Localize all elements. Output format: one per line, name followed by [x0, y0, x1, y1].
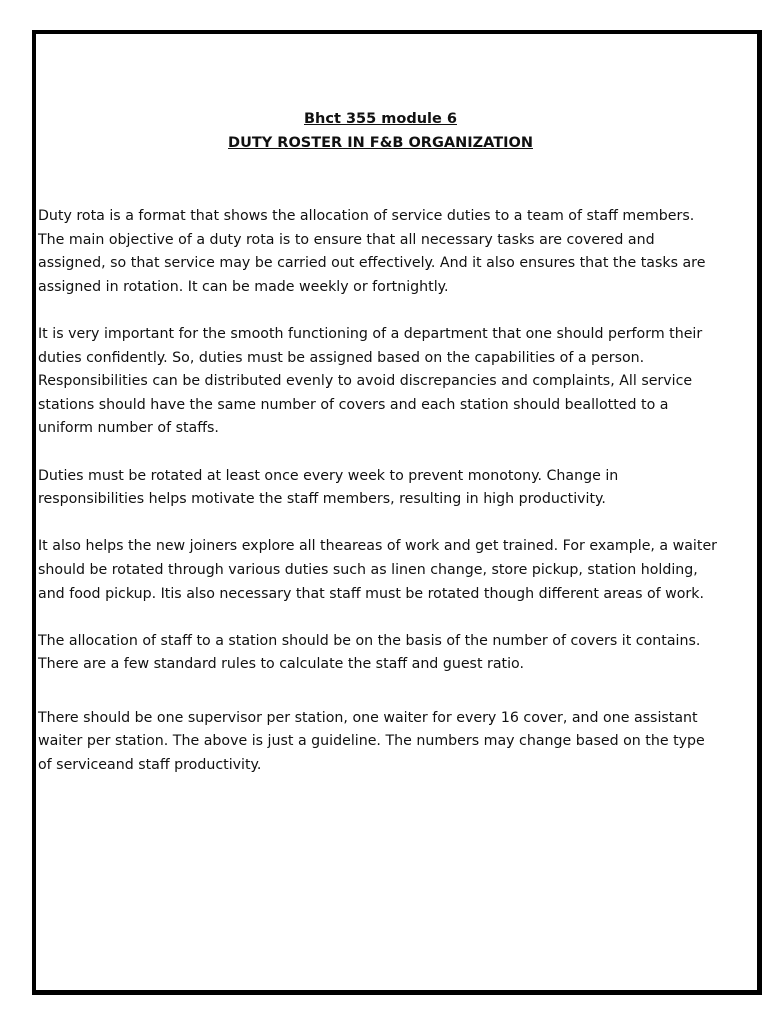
- paragraph-staff-ratio: There should be one supervisor per station, one waiter for every 16 cover, and one assistant waiter per station. The above is just a guideline. The numbers may change based on the type of serviceand staff productivity.: [38, 709, 705, 774]
- document-heading: DUTY ROSTER IN F&B ORGANIZATION: [228, 135, 533, 151]
- paragraph-duty-rota: Duty rota is a format that shows the allocation of service duties to a team of staff members. The main objective of a duty rota is to ensure that all necessary tasks are covered and assigned, so that service may be carried out effectively. And it also ensures that the tasks are assigned in rotation. It can be made weekly or fortnightly.: [38, 208, 706, 295]
- paragraph-new-joiners: It also helps the new joiners explore all theareas of work and get trained. For example, a waiter should be rotated through various duties such as linen change, store pickup, station holding, and food pickup. Itis also necessary that staff must be rotated though different areas of work.: [38, 538, 718, 602]
- course-title: Bhct 355 module 6: [304, 111, 457, 127]
- body-text: [38, 205, 722, 778]
- paragraph-smooth-functioning: It is very important for the smooth functioning of a department that one should perform their duties confidently. So, duties must be assigned based on the capabilities of a person. Responsibilities can be distributed evenly to avoid discrepancies and complaints, All service stations should have the same number of covers and each station should beallotted to a uniform number of staffs.: [38, 325, 703, 437]
- title-block: [37, 107, 724, 155]
- paragraph-staff-allocation: The allocation of staff to a station should be on the basis of the number of covers it contains. There are a few standard rules to calculate the staff and guest ratio.: [38, 632, 701, 673]
- paragraph-rotation: Duties must be rotated at least once every week to prevent monotony. Change in responsibilities helps motivate the staff members, resulting in high productivity.: [38, 467, 619, 508]
